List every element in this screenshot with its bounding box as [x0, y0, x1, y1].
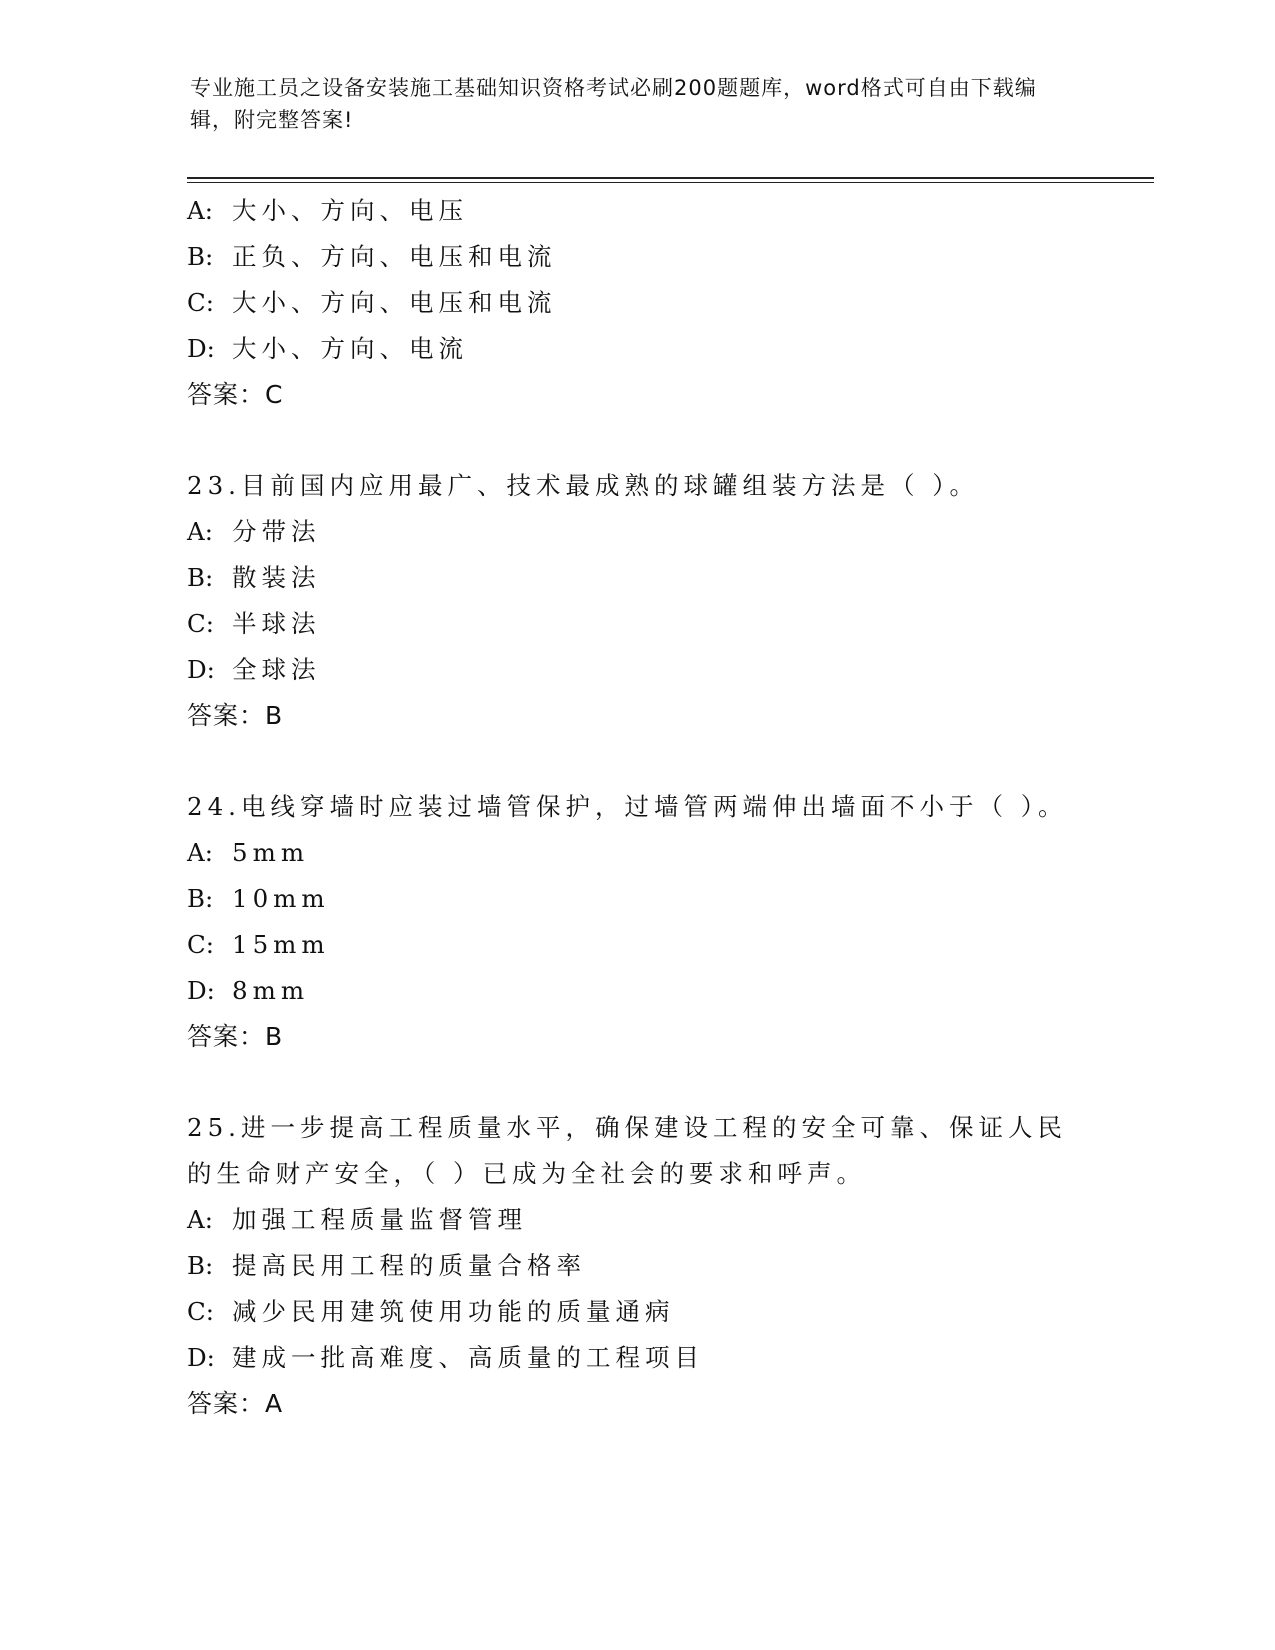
option-text: 大小、方向、电压和电流: [232, 288, 557, 317]
option-key: B:: [187, 1251, 214, 1280]
option-b: [187, 876, 1087, 922]
option-d: [187, 326, 1087, 372]
option-d: [187, 968, 1087, 1014]
option-a: [187, 830, 1087, 876]
answer-line: 答案：A: [187, 1389, 284, 1418]
option-text: 分带法: [232, 517, 321, 546]
option-key: A:: [187, 196, 213, 225]
option-text: 散装法: [232, 563, 321, 592]
option-d: [187, 1335, 1087, 1381]
question-text: 24.电线穿墙时应装过墙管保护，过墙管两端伸出墙面不小于（ ）。: [187, 792, 1068, 821]
option-d: [187, 647, 1087, 693]
option-key: C:: [187, 1297, 215, 1326]
option-a: [187, 1197, 1087, 1243]
option-key: C:: [187, 288, 215, 317]
question-text: 25.进一步提高工程质量水平，确保建设工程的安全可靠、保证人民的生命财产安全，（ ）已成为全社会的要求和呼声。: [187, 1113, 1067, 1188]
option-key: D:: [187, 1343, 215, 1372]
option-b: [187, 234, 1087, 280]
option-text: 建成一批高难度、高质量的工程项目: [232, 1343, 704, 1372]
option-key: D:: [187, 655, 215, 684]
option-text: 半球法: [232, 609, 321, 638]
option-key: C:: [187, 609, 215, 638]
option-text: 大小、方向、电流: [232, 334, 468, 363]
spacer: [187, 1060, 1087, 1105]
question-block-23: [187, 463, 1087, 739]
option-text: 10mm: [232, 884, 330, 913]
option-a: [187, 188, 1087, 234]
option-key: C:: [187, 930, 215, 959]
document-header: 专业施工员之设备安装施工基础知识资格考试必刷200题题库，word格式可自由下载编辑，附完整答案!: [190, 76, 1037, 132]
question-block-25: [187, 1105, 1087, 1427]
option-key: D:: [187, 976, 215, 1005]
option-text: 减少民用建筑使用功能的质量通病: [232, 1297, 675, 1326]
option-key: B:: [187, 563, 214, 592]
answer-line: 答案：B: [187, 1022, 284, 1051]
answer-line: 答案：C: [187, 380, 284, 409]
question-list: [187, 188, 1087, 1427]
option-b: [187, 555, 1087, 601]
option-text: 正负、方向、电压和电流: [232, 242, 557, 271]
option-text: 加强工程质量监督管理: [232, 1205, 527, 1234]
option-b: [187, 1243, 1087, 1289]
question-block-partial: [187, 188, 1087, 418]
option-key: B:: [187, 242, 214, 271]
option-a: [187, 509, 1087, 555]
option-text: 5mm: [232, 838, 310, 867]
option-key: A:: [187, 517, 213, 546]
option-c: [187, 601, 1087, 647]
spacer: [187, 739, 1087, 784]
option-c: [187, 280, 1087, 326]
option-text: 15mm: [232, 930, 330, 959]
option-text: 提高民用工程的质量合格率: [232, 1251, 586, 1280]
option-c: [187, 922, 1087, 968]
spacer: [187, 418, 1087, 463]
option-key: B:: [187, 884, 214, 913]
header-divider-thick: [187, 177, 1154, 179]
option-key: A:: [187, 1205, 213, 1234]
option-text: 全球法: [232, 655, 321, 684]
header-divider-thin: [187, 182, 1154, 183]
option-text: 8mm: [232, 976, 310, 1005]
question-text: 23.目前国内应用最广、技术最成熟的球罐组装方法是（ ）。: [187, 471, 979, 500]
option-key: D:: [187, 334, 215, 363]
question-block-24: [187, 784, 1087, 1060]
option-text: 大小、方向、电压: [232, 196, 468, 225]
option-key: A:: [187, 838, 213, 867]
answer-line: 答案：B: [187, 701, 284, 730]
option-c: [187, 1289, 1087, 1335]
